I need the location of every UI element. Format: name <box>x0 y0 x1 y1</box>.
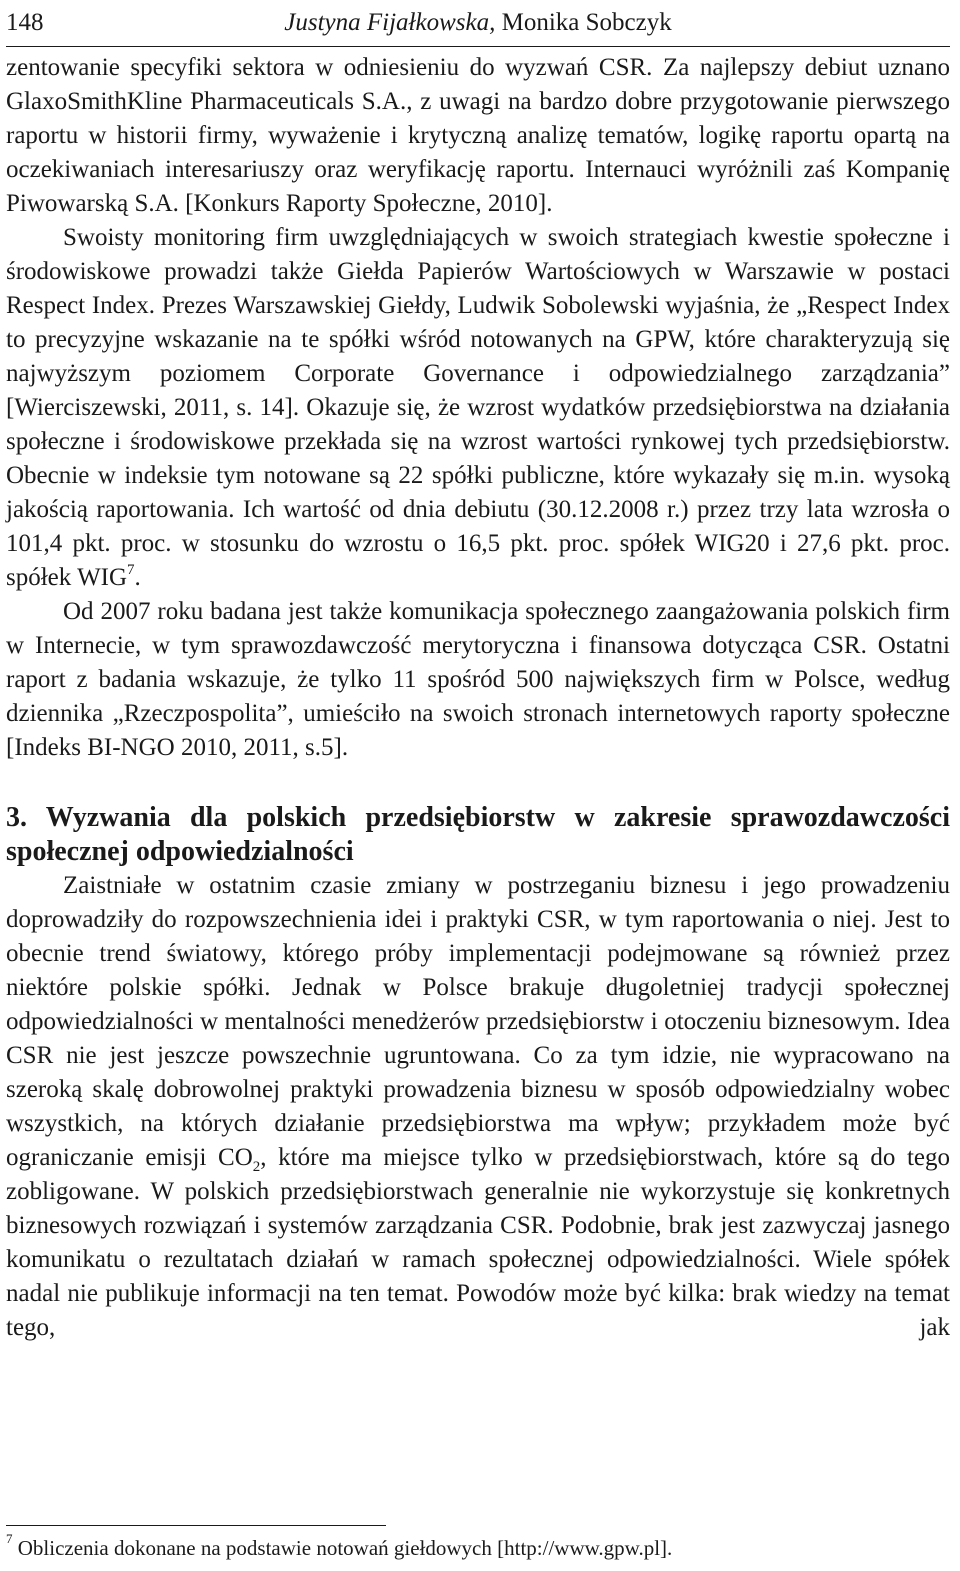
author-2: Monika Sobczyk <box>495 9 672 36</box>
paragraph-1: zentowanie specyfiki sektora w odniesieniu do wyzwań CSR. Za najlepszy debiut uznano GlaxoSmithKline Pharmaceuticals S.A., z uwagi na bardzo dobre przygotowanie pierwszego raportu w historii firmy, wyważenie i krytyczną analizę tematów, logikę raportu opartą na oczekiwaniach interesariuszy oraz weryfikację raportu. Internauci wyróżnili zaś Kompanię Piwowarską S.A. [Konkurs Raporty Społeczne, 2010]. <box>6 54 950 217</box>
paragraph-4-text: Zaistniałe w ostatnim czasie zmiany w postrzeganiu biznesu i jego prowadzeniu doprowadziły do rozpowszechnienia idei i praktyki CSR, w tym raportowania o niej. Jest to obecnie trend światowy, którego próby implementacji podejmowane są również przez niektóre polskie spółki. Jednak w Polsce brakuje długoletniej tradycji społecznej odpowiedzialności w mentalności menedżerów przedsiębiorstw i otoczeniu biznesowym. Idea CSR nie jest jeszcze powszechnie ugruntowana. Co za tym idzie, nie wypracowano na szeroką skalę dobrowolnej praktyki prowadzenia biznesu w sposób odpowiedzialny wobec wszystkich, na których działanie przedsiębiorstwa ma wpływ; przykładem może być ograniczanie emisji CO <box>6 872 950 1171</box>
footnote-rule <box>6 1525 386 1526</box>
footnote-text: Obliczenia dokonane na podstawie notowań giełdowych [http://www.gpw.pl]. <box>12 1536 673 1560</box>
author-1: Justyna Fijałkowska, <box>284 9 496 36</box>
paragraph-2 <box>6 221 950 595</box>
paragraph-4 <box>6 869 950 1345</box>
footnote-ref-7: 7 <box>127 561 135 578</box>
body-text <box>6 51 950 1345</box>
page-number: 148 <box>6 9 44 36</box>
paragraph-2-text: Swoisty monitoring firm uwzględniających w swoich strategiach kwestie społeczne i środowiskowe prowadzi także Giełda Papierów Wartościowych w Warszawie w postaci Respect Index. Prezes Warszawskiej Giełdy, Ludwik Sobolewski wyjaśnia, że „Respect Index to precyzyjne wskazanie na te spółki wśród notowanych na GPW, które charakteryzują się najwyższym poziomem Corporate Governance i odpowiedzialnego zarządzania” [Wierciszewski, 2011, s. 14]. Okazuje się, że wzrost wydatków przedsiębiorstwa na działania społeczne i środowiskowe przekłada się na wzrost wartości rynkowej tych przedsiębiorstw. Obecnie w indeksie tym notowane są 22 spółki publiczne, które wykazały się m.in. wysoką jakością raportowania. Ich wartość od dnia debiutu (30.12.2008 r.) przez trzy lata wzrosła o 101,4 pkt. proc. w stosunku do wzrostu o 16,5 pkt. proc. spółek WIG20 i 27,6 pkt. proc. spółek WIG <box>6 224 950 591</box>
running-header <box>6 6 950 40</box>
section-heading: 3. Wyzwania dla polskich przedsiębiorstw w zakresie sprawozdawczości społecznej odpowiedzialności <box>6 802 950 867</box>
document-page <box>6 0 950 1571</box>
footnote <box>6 1531 950 1562</box>
header-rule <box>6 46 950 47</box>
footnote-marker: 7 <box>6 1531 13 1546</box>
paragraph-4-end: , które ma miejsce tylko w przedsiębiorstwach, które są do tego zobligowane. W polskich przedsiębiorstwach generalnie nie wykorzystuje się konkretnych biznesowych rozwiązań i systemów zarządzania CSR. Podobnie, brak jest zazwyczaj jasnego komunikatu o rezultatach działań w ramach społecznej odpowiedzialności. Wiele spółek nadal nie publikuje informacji na ten temat. Powodów może być kilka: brak wiedzy na temat tego, jak <box>6 1144 950 1341</box>
running-header-authors <box>6 6 950 40</box>
section-gap <box>6 765 950 801</box>
paragraph-2-end: . <box>134 564 141 591</box>
subscript-2: 2 <box>252 1159 261 1175</box>
paragraph-3: Od 2007 roku badana jest także komunikacja społecznego zaangażowania polskich firm w Internecie, w tym sprawozdawczość merytoryczna i finansowa dotycząca CSR. Ostatni raport z badania wskazuje, że tylko 11 spośród 500 największych firm w Polsce, według dziennika „Rzeczpospolita”, umieściło na swoich stronach internetowych raporty społeczne [Indeks BI-NGO 2010, 2011, s.5]. <box>6 598 950 761</box>
